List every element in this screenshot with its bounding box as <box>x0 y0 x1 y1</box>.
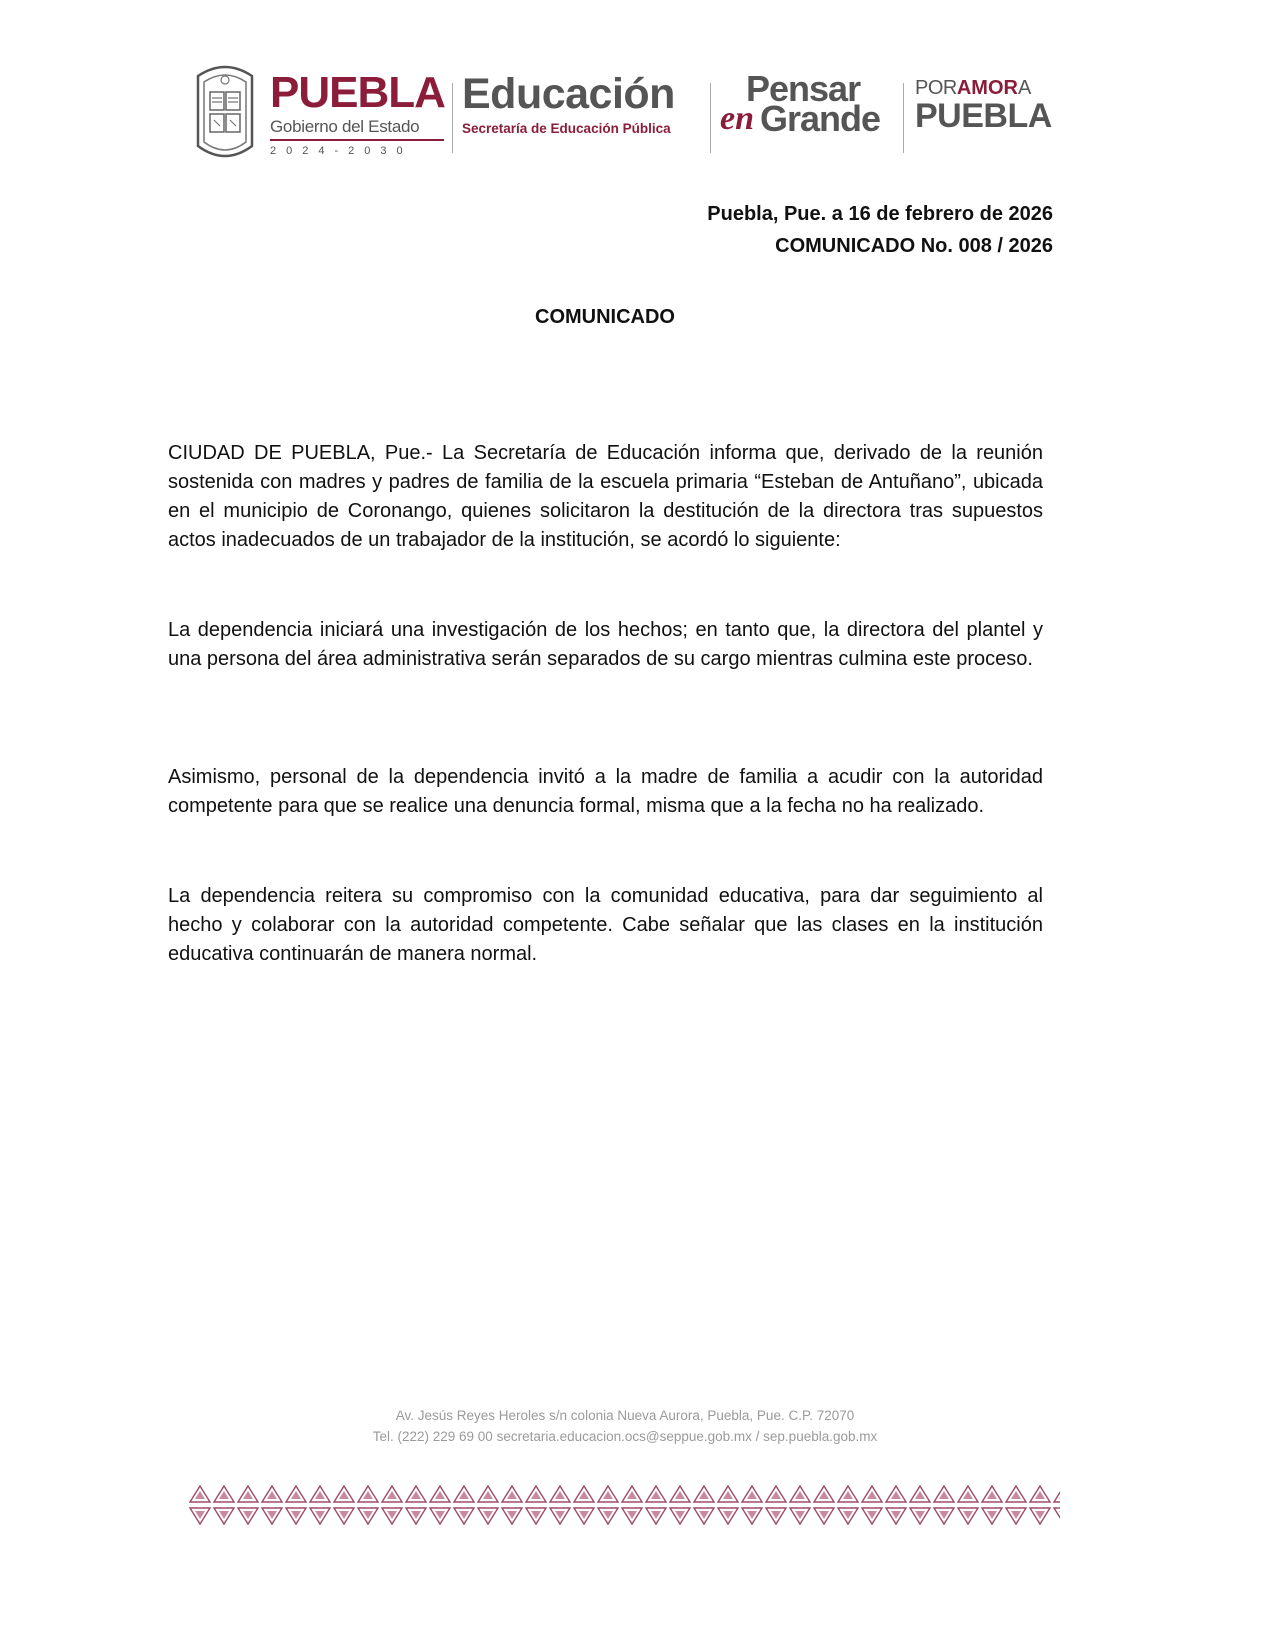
slogan-puebla-text: PUEBLA <box>915 97 1052 135</box>
puebla-government-logo <box>270 68 450 157</box>
document-meta <box>707 198 1053 262</box>
document-date: Puebla, Pue. a 16 de febrero de 2026 <box>707 203 1053 225</box>
slogan-top <box>915 77 1095 99</box>
logo-separator <box>710 83 711 153</box>
paragraph-text: La dependencia reitera su compromiso con la comunidad educativa, para dar seguimiento al hecho y colaborar con la autoridad competente. Cabe señalar que las clases en la institución educativa continuarán de manera normal. <box>168 885 1043 965</box>
footer-address: Av. Jesús Reyes Heroles s/n colonia Nueva Aurora, Puebla, Pue. C.P. 72070 <box>395 1408 855 1423</box>
paragraph-3 <box>168 763 1043 821</box>
paragraph-text: Asimismo, personal de la dependencia invitó a la madre de familia a acudir con la autoridad competente para que se realice una denuncia formal, misma que a la fecha no ha realizado. <box>168 766 1043 817</box>
letterhead <box>190 55 1110 170</box>
pensar-text: Pensar <box>746 68 861 109</box>
document-title: COMUNICADO <box>535 306 675 328</box>
secretaria-text: Secretaría de Educación Pública <box>462 121 671 136</box>
por-text: POR <box>915 77 957 99</box>
decorative-border-pattern <box>188 1480 1060 1530</box>
logo-separator <box>903 83 904 153</box>
grande-text: Grande <box>760 98 881 139</box>
paragraph-1 <box>168 439 1043 555</box>
en-text: en <box>720 100 754 137</box>
paragraph-text: CIUDAD DE PUEBLA, Pue.- La Secretaría de Educación informa que, derivado de la reunión sostenida con madres y padres de familia de la escuela primaria “Esteban de Antuñano”, ubicada en el municipio de Coronango, quienes solicitaron la destitución de la directora tras supuestos actos inadecuados de un trabajador de la institución, se acordó lo siguiente: <box>168 442 1043 551</box>
amor-text: AMOR <box>956 77 1018 99</box>
a-text: A <box>1017 77 1032 99</box>
document-number: COMUNICADO No. 008 / 2026 <box>775 235 1053 257</box>
footer-contact: Tel. (222) 229 69 00 secretaria.educacion.ocs@seppue.gob.mx / sep.puebla.gob.mx <box>372 1429 878 1444</box>
pensar-en-grande-logo <box>720 70 900 165</box>
paragraph-text: La dependencia iniciará una investigación de los hechos; en tanto que, la directora del plantel y una persona del área administrativa serán separados de su cargo mientras culmina este proceso. <box>168 619 1043 670</box>
footer <box>0 1405 1250 1447</box>
logo-separator <box>452 83 453 153</box>
educacion-text: Educación <box>462 70 675 118</box>
gobierno-text: Gobierno del Estado <box>270 117 420 136</box>
logo-divider <box>270 139 444 141</box>
educacion-logo <box>462 71 702 137</box>
paragraph-4 <box>168 882 1043 969</box>
puebla-logo-text: PUEBLA <box>270 68 445 117</box>
por-amor-a-puebla-logo <box>915 77 1095 133</box>
paragraph-2 <box>168 616 1043 674</box>
coat-of-arms-icon <box>190 58 260 166</box>
term-years: 2024-2030 <box>270 145 413 157</box>
